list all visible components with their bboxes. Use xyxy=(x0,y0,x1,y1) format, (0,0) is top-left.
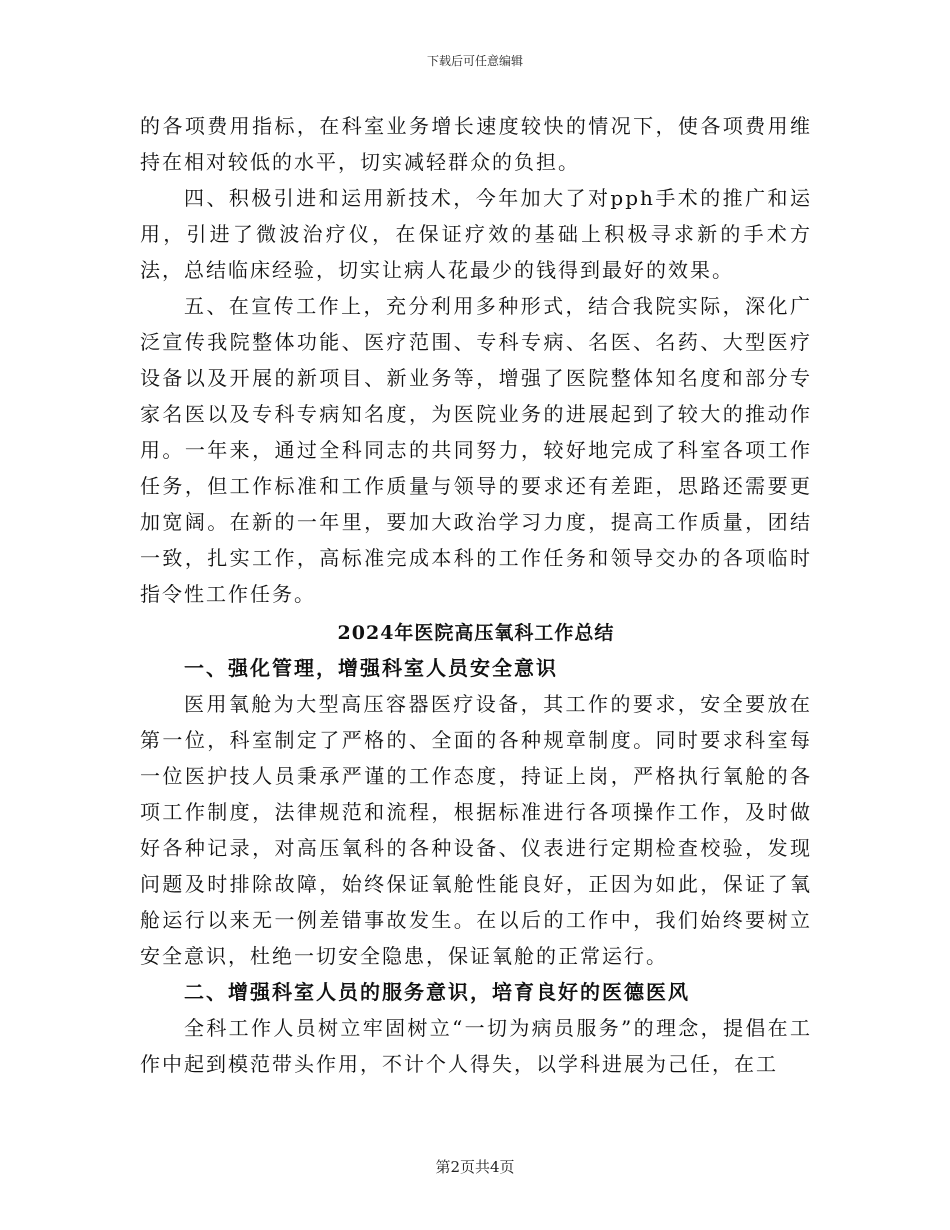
section-one-paragraph: 医用氧舱为大型高压容器医疗设备，其工作的要求，安全要放在第一位，科室制定了严格的、全面的各种规章制度。同时要求科室每一位医护技人员秉承严谨的工作态度，持证上岗，严格执行氧舱的各项工作制度，法律规范和流程，根据标准进行各项操作工作，及时做好各种记录，对高压氧科的各种设备、仪表进行定期检查校验，发现问题及时排除故障，始终保证氧舱性能良好，正因为如此，保证了氧舱运行以来无一例差错事故发生。在以后的工作中，我们始终要树立安全意识，杜绝一切安全隐患，保证氧舱的正常运行。 xyxy=(140,692,812,968)
paragraph-continued: 的各项费用指标，在科室业务增长速度较快的情况下，使各项费用维持在相对较低的水平，切实减轻群众的负担。 xyxy=(140,114,812,174)
document-body xyxy=(140,108,812,1082)
paragraph-item-four: 四、积极引进和运用新技术，今年加大了对pph手术的推广和运用，引进了微波治疗仪，在保证疗效的基础上积极寻求新的手术方法，总结临床经验，切实让病人花最少的钱得到最好的效果。 xyxy=(140,186,812,282)
section-heading-two: 二、增强科室人员的服务意识，培育良好的医德医风 xyxy=(184,980,690,1004)
section-heading-one: 一、强化管理，增强科室人员安全意识 xyxy=(184,656,558,680)
page-footer: 第2页共4页 xyxy=(435,1158,515,1176)
paragraph-item-five: 五、在宣传工作上，充分利用多种形式，结合我院实际，深化广泛宣传我院整体功能、医疗范围、专科专病、名医、名药、大型医疗设备以及开展的新项目、新业务等，增强了医院整体知名度和部分专家名医以及专科专病知名度，为医院业务的进展起到了较大的推动作用。一年来，通过全科同志的共同努力，较好地完成了科室各项工作任务，但工作标准和工作质量与领导的要求还有差距，思路还需要更加宽阔。在新的一年里，要加大政治学习力度，提高工作质量，团结一致，扎实工作，高标准完成本科的工作任务和领导交办的各项临时指令性工作任务。 xyxy=(140,294,812,606)
section-two-paragraph: 全科工作人员树立牢固树立“一切为病员服务”的理念，提倡在工作中起到模范带头作用，不计个人得失，以学科进展为己任，在工 xyxy=(140,1016,812,1076)
document-title: 2024年医院高压氧科工作总结 xyxy=(337,622,615,644)
page-header: 下载后可任意编辑 xyxy=(426,54,523,68)
